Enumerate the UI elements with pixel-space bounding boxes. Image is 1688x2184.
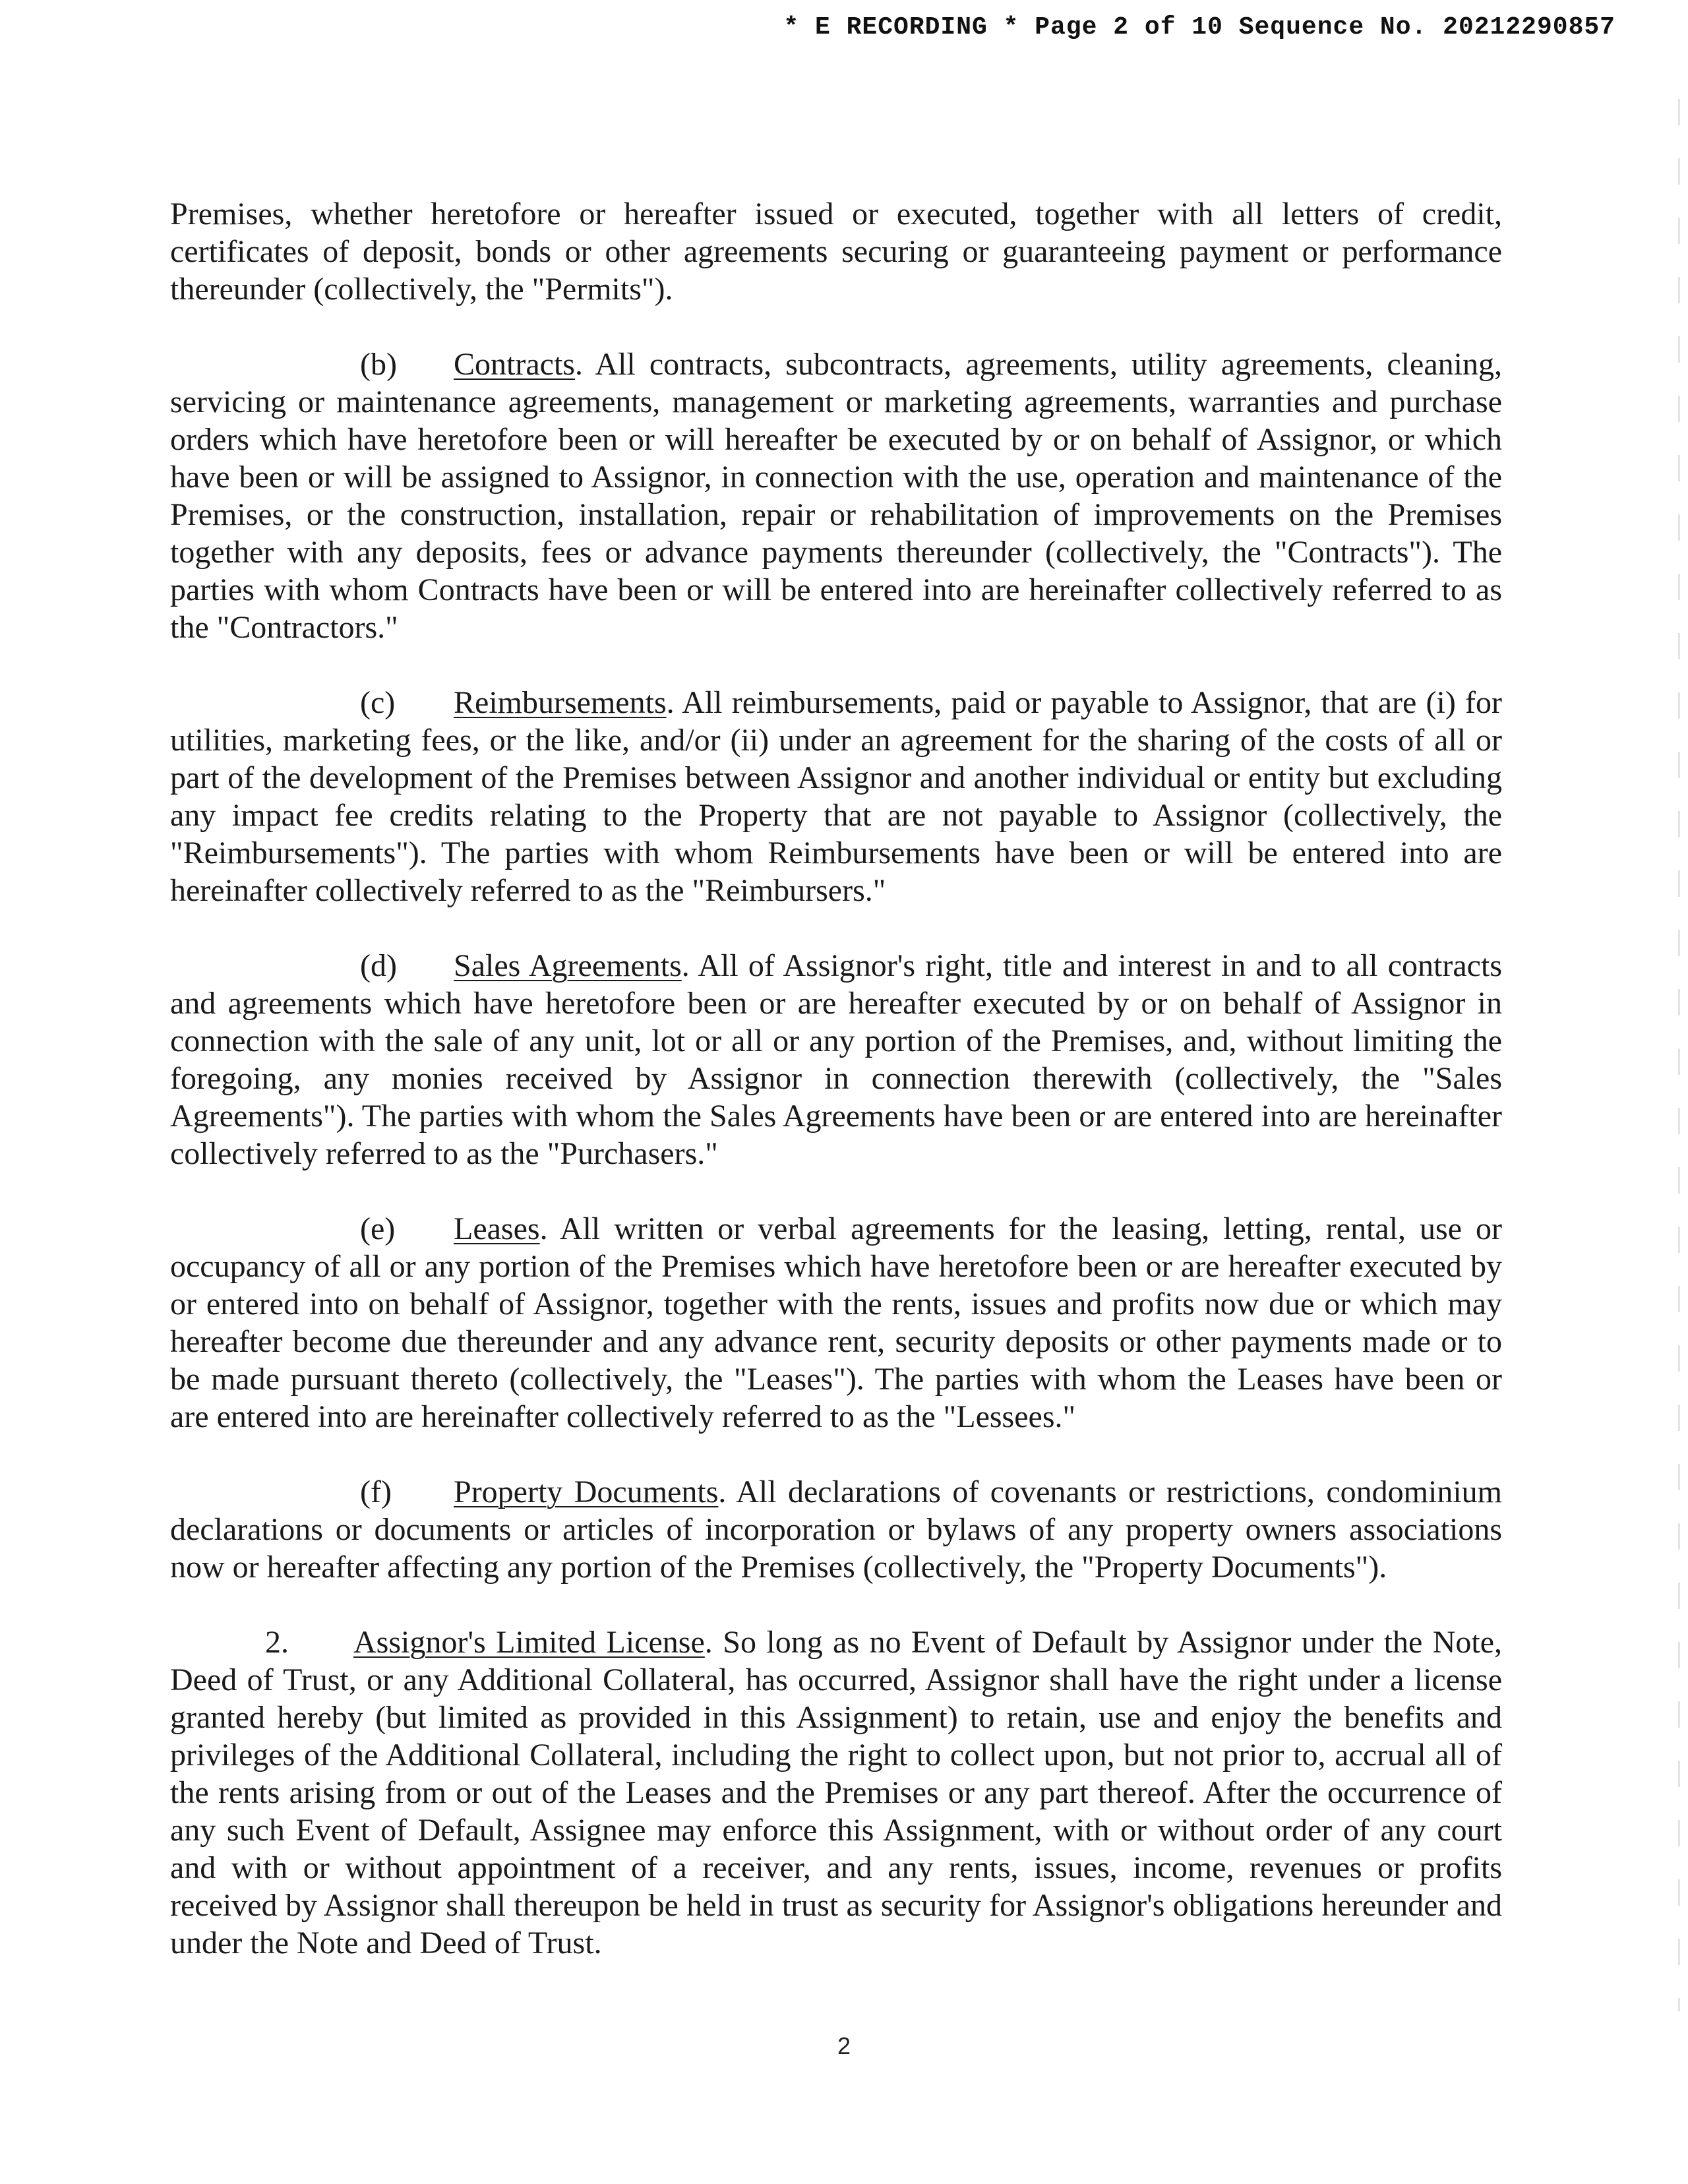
section-title: Reimbursements [454,685,667,720]
document-body [170,195,1502,1962]
section-title: Leases [454,1211,540,1246]
section-marker: (b) [360,347,397,382]
section-title: Property Documents [454,1474,719,1509]
section-text: . All of Assignor's right, title and interest in and to all contracts and agreements which have heretofore been or are hereafter executed by or on behalf of Assignor in connection with the sale of any unit, lot or all or any portion of the Premises, and, without limiting the foregoing, any monies received by Assignor in connection therewith (collectively, the "Sales Agreements"). The parties with whom the Sales Agreements have been or are entered into are hereinafter collectively referred to as the "Purchasers." [170,948,1502,1171]
section-marker: (e) [360,1211,396,1246]
page-number: 2 [837,2032,851,2059]
section-text: . All declarations of covenants or restrictions, condominium declarations or documents or articles of incorporation or bylaws of any property owners associations now or hereafter affecting any portion of the Premises (collectively, the "Property Documents"). [170,1474,1502,1585]
section-text: . All reimbursements, paid or payable to Assignor, that are (i) for utilities, marketing fees, or the like, and/or (ii) under an agreement for the sharing of the costs of all or part of the development of the Premises between Assignor and another individual or entity but excluding any impact fee credits relating to the Property that are not payable to Assignor (collectively, the "Reimbursements"). The parties with whom Reimbursements have been or will be entered into are hereinafter collectively referred to as the "Reimbursers." [170,685,1502,908]
section-marker: (c) [360,685,396,720]
section-text: . All contracts, subcontracts, agreements, utility agreements, cleaning, servicing or maintenance agreements, management or marketing agreements, warranties and purchase orders which have heretofore been or will hereafter be executed by or on behalf of Assignor, or which have been or will be assigned to Assignor, in connection with the use, operation and maintenance of the Premises, or the construction, installation, repair or rehabilitation of improvements on the Premises together with any deposits, fees or advance payments thereunder (collectively, the "Contracts"). The parties with whom Contracts have been or will be entered into are hereinafter collectively referred to as the "Contractors." [170,347,1502,645]
intro-paragraph: Premises, whether heretofore or hereafter issued or executed, together with all letters of credit, certificates of deposit, bonds or other agreements securing or guaranteeing payment or performance thereunder (collectively, the "Permits"). [170,197,1502,307]
section-marker: (d) [360,948,397,983]
section-title: Assignor's Limited License [353,1625,705,1660]
section-text: . So long as no Event of Default by Assignor under the Note, Deed of Trust, or any Additional Collateral, has occurred, Assignor shall have the right under a license granted hereby (but limited as provided in this Assignment) to retain, use and enjoy the benefits and privileges of the Additional Collateral, including the right to collect upon, but not prior to, accrual all of the rents arising from or out of the Leases and the Premises or any part thereof. After the occurrence of any such Event of Default, Assignee may enforce this Assignment, with or without order of any court and with or without appointment of a receiver, and any rents, issues, income, revenues or profits received by Assignor shall thereupon be held in trust as security for Assignor's obligations hereunder and under the Note and Deed of Trust. [170,1625,1503,1960]
section-e [170,1210,1502,1436]
section-d [170,947,1502,1172]
section-b [170,346,1502,646]
section-marker: 2. [265,1625,289,1660]
section-f [170,1473,1502,1586]
section-title: Contracts [454,347,575,382]
section-c [170,684,1502,909]
section-title: Sales Agreements [454,948,682,983]
scan-edge-artifact [1678,99,1680,2011]
section-2-limited-license [170,1623,1502,1962]
section-text: . All written or verbal agreements for the leasing, letting, rental, use or occupancy of all or any portion of the Premises which have heretofore been or are hereafter executed by or entered into on behalf of Assignor, together with the rents, issues and profits now due or which may hereafter become due thereunder and any advance rent, security deposits or other payments made or to be made pursuant thereto (collectively, the "Leases"). The parties with whom the Leases have been or are entered into are hereinafter collectively referred to as the "Lessees." [170,1211,1502,1434]
recording-header: * E RECORDING * Page 2 of 10 Sequence No. 20212290857 [783,13,1615,42]
section-marker: (f) [360,1474,392,1509]
